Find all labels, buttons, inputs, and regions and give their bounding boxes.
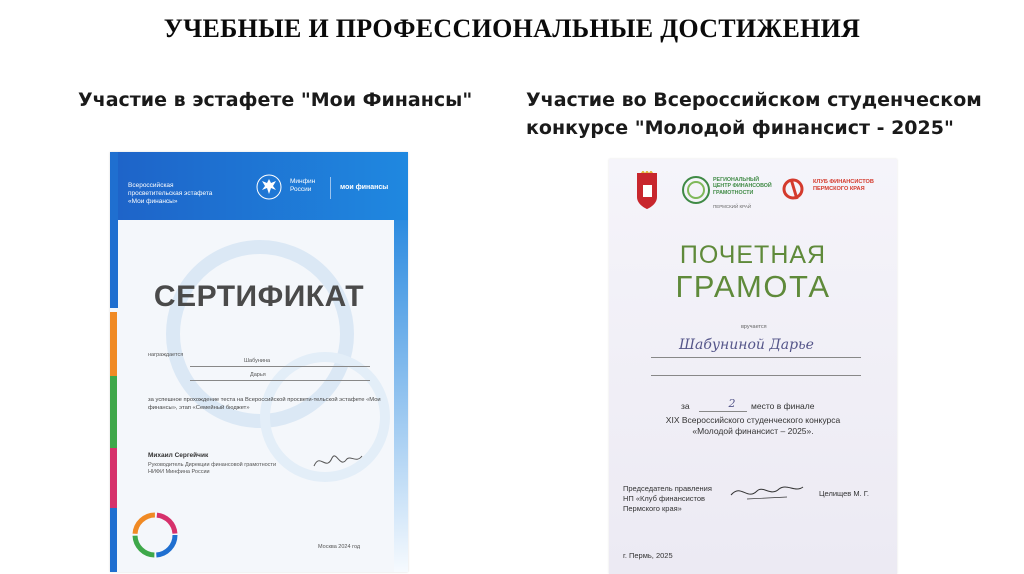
relay-logo-icon: [128, 508, 182, 562]
pink-strip: [110, 448, 117, 508]
green-strip: [110, 376, 117, 448]
surname-line: [190, 366, 370, 367]
signature-icon: [727, 479, 807, 505]
eagle-emblem-icon: [256, 174, 282, 200]
orange-strip: [110, 312, 117, 376]
place-line: [699, 411, 747, 412]
heading-line-2: ГРАМОТА: [675, 269, 831, 304]
city-year: Москва 2024 год: [318, 544, 361, 550]
certificate-gramota: [609, 159, 897, 574]
place-value: 2: [728, 397, 736, 410]
awarded-label: награждается: [148, 352, 184, 358]
heading-line-1: ПОЧЕТНАЯ: [679, 241, 827, 269]
contest-line-2: «Молодой финансист – 2025».: [692, 426, 814, 436]
recipient-line-2: [651, 375, 861, 376]
center-name: РЕГИОНАЛЬНЫЙ ЦЕНТР ФИНАНСОВОЙ ГРАМОТНОСТИ: [713, 177, 772, 196]
right-gradient: [394, 220, 408, 572]
center-region: ПЕРМСКИЙ КРАЙ: [713, 204, 752, 209]
place-suffix: место в финале: [751, 401, 815, 411]
place-prefix: за: [681, 401, 690, 411]
ministry-name: Минфин России: [290, 178, 316, 193]
right-caption: Участие во Всероссийском студенческом конкурсе "Молодой финансист - 2025": [526, 89, 982, 139]
certificate-heading: СЕРТИФИКАТ: [153, 280, 365, 313]
signer-name: Целищев М. Г.: [819, 489, 870, 498]
brand-label: мои финансы: [340, 184, 389, 191]
slide-title: УЧЕБНЫЕ И ПРОФЕССИОНАЛЬНЫЕ ДОСТИЖЕНИЯ: [163, 14, 861, 43]
recipient-name: Шабуниной Дарье: [679, 337, 814, 353]
left-caption: Участие в эстафете "Мои Финансы": [78, 89, 473, 111]
certificate-moi-finansy: [110, 152, 408, 572]
awarded-label: вручается: [741, 324, 767, 330]
contest-text: [609, 415, 897, 437]
name-line: [190, 380, 370, 381]
signer-name: Михаил Сергейчик: [148, 452, 209, 459]
club-logo-icon: [781, 177, 811, 201]
signer-role: Руководитель Дирекции финансовой грамотности НИФИ Минфина России: [148, 462, 277, 475]
club-name: КЛУБ ФИНАНСИСТОВ ПЕРМСКОГО КРАЯ: [813, 179, 874, 192]
signer-role: Председатель правления НП «Клуб финансистов Пермского края»: [623, 484, 712, 513]
recipient-line: [651, 357, 861, 358]
city-year: г. Пермь, 2025: [623, 551, 673, 560]
recipient-name: Дарья: [250, 372, 266, 378]
org-name: Всероссийская просветительская эстафета «Мои финансы»: [128, 182, 213, 205]
blue-strip: [110, 508, 117, 572]
contest-line-1: XIX Всероссийского студенческого конкурса: [665, 415, 841, 425]
perm-coat-of-arms-icon: [635, 171, 659, 211]
recipient-surname: Шабунина: [244, 358, 271, 364]
financial-literacy-center-icon: [681, 175, 711, 205]
signature-icon: [310, 448, 366, 474]
certificate-body: за успешное прохождение теста на Всероссийской просвети-тельской эстафете «Мои финансы», этап «Семейный бюджет»: [148, 397, 381, 411]
divider: [330, 177, 331, 199]
